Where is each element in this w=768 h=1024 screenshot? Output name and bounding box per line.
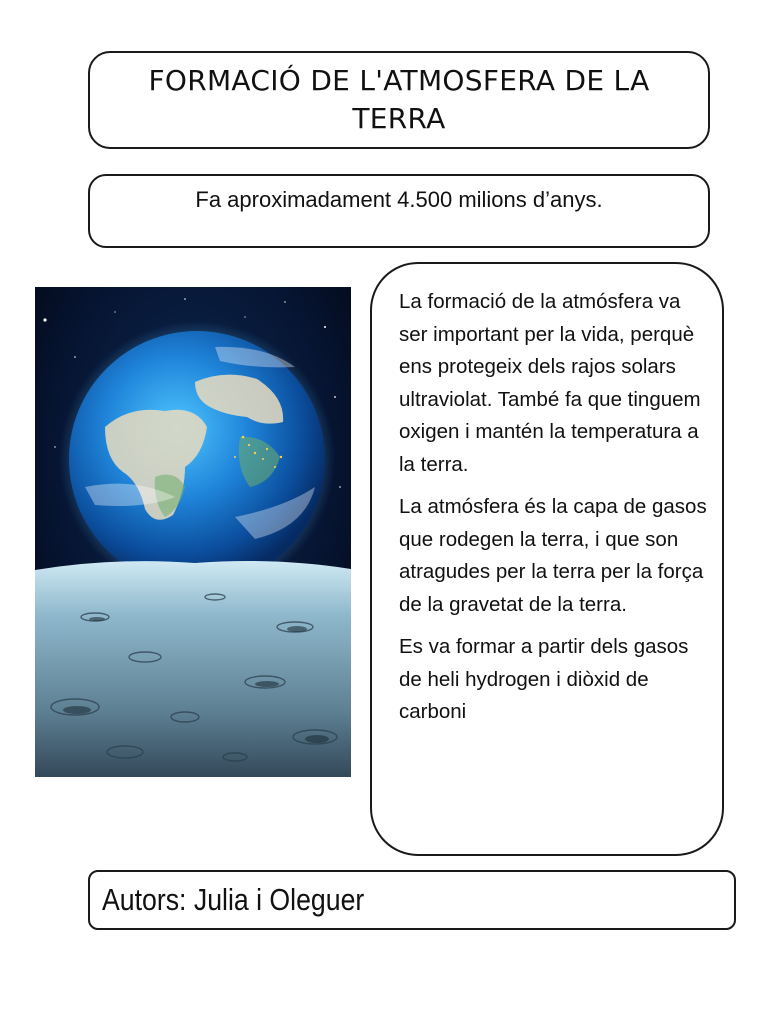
date-box (88, 174, 710, 248)
authors-text: Autors: Julia i Oleguer (102, 882, 365, 917)
page-title: FORMACIÓ DE L'ATMOSFERA DE LA TERRA (148, 64, 650, 135)
info-text-box (370, 262, 724, 856)
earth-from-moon-image (35, 287, 351, 777)
paragraph-importance: La formació de la atmósfera va ser important per la vida, perquè ens protegeix dels rajos solars ultraviolat. També fa que tinguem oxigen i mantén la temperatura a la terra. (399, 290, 701, 476)
date-text: Fa aproximadament 4.500 milions d’anys. (195, 187, 603, 212)
paragraph-formation: Es va formar a partir dels gasos de heli hydrogen i diòxid de carboni (399, 635, 689, 723)
title-box (88, 51, 710, 149)
authors-box (88, 870, 736, 930)
paragraph-definition: La atmósfera és la capa de gasos que rodegen la terra, i que son atragudes per la terra per la força de la gravetat de la terra. (399, 495, 707, 616)
